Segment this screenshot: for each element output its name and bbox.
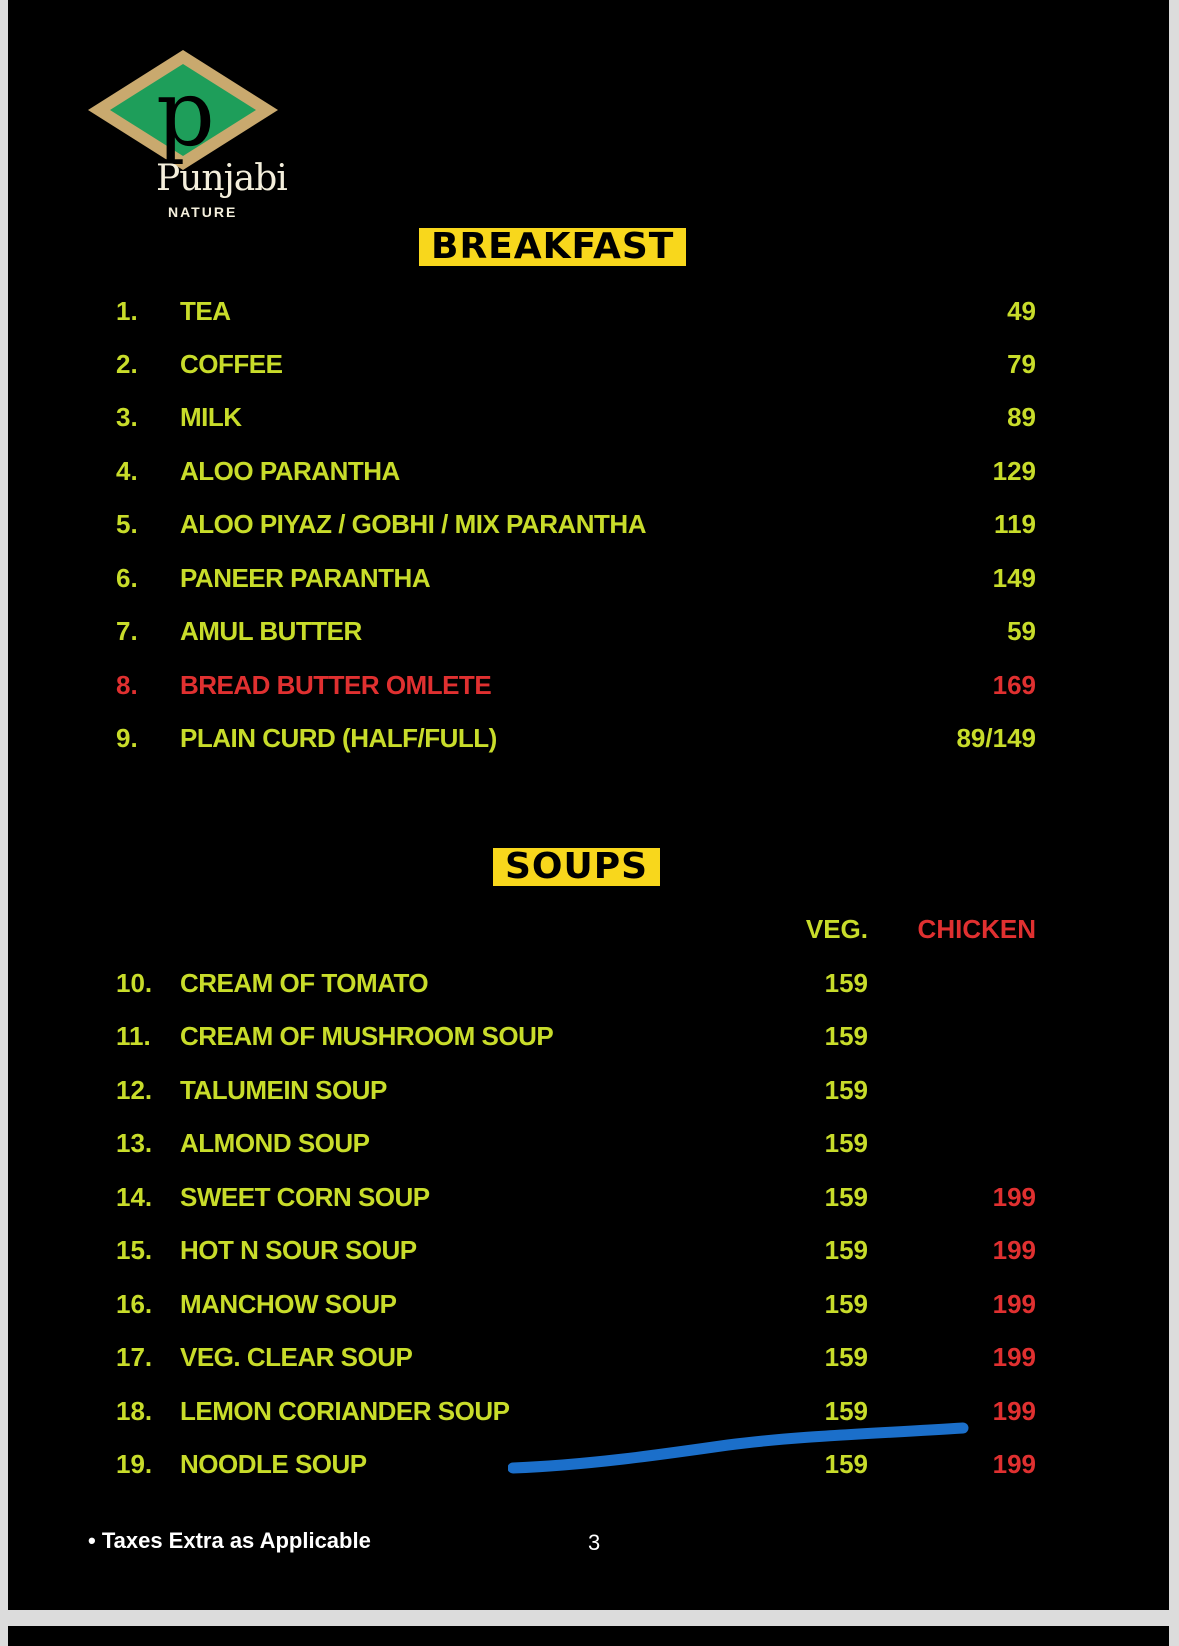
menu-item: [8, 349, 1169, 389]
item-price: 129: [992, 456, 1036, 486]
item-price-veg: 159: [824, 1289, 868, 1319]
item-price-chicken: 199: [992, 1342, 1036, 1372]
item-number: 12.: [116, 1075, 153, 1105]
item-number: 3.: [116, 402, 138, 432]
item-name: CREAM OF TOMATO: [180, 968, 429, 998]
item-price-veg: 159: [824, 968, 868, 998]
taxes-note: • Taxes Extra as Applicable: [88, 1528, 371, 1553]
item-number: 11.: [116, 1021, 151, 1051]
item-price: 59: [1007, 616, 1036, 646]
brand-tagline: NATURE: [168, 204, 238, 220]
item-price-veg: 159: [824, 1021, 868, 1051]
menu-item-highlighted: [8, 670, 1169, 710]
item-name: PLAIN CURD (HALF/FULL): [180, 723, 497, 753]
menu-item: [8, 296, 1169, 336]
menu-item: [8, 456, 1169, 496]
item-price-veg: 159: [824, 1235, 868, 1265]
item-number: 8.: [116, 670, 138, 700]
item-price: 89: [1007, 402, 1036, 432]
item-name: COFFEE: [180, 349, 283, 379]
item-price: 149: [992, 563, 1036, 593]
item-price-chicken: 199: [992, 1235, 1036, 1265]
menu-item: [8, 1021, 1169, 1061]
menu-item: [8, 1289, 1169, 1329]
menu-item: [8, 509, 1169, 549]
item-price-veg: 159: [824, 1128, 868, 1158]
item-number: 2.: [116, 349, 138, 379]
column-header-veg: VEG.: [805, 914, 868, 944]
item-number: 18.: [116, 1396, 153, 1426]
brand-name: Punjabi: [156, 158, 287, 199]
item-name: AMUL BUTTER: [180, 616, 362, 646]
item-price-veg: 159: [824, 1342, 868, 1372]
item-name: TEA: [180, 296, 231, 326]
item-price-chicken: 199: [992, 1182, 1036, 1212]
marker-scribble-icon: [508, 1420, 978, 1480]
item-number: 17.: [116, 1342, 153, 1372]
svg-text:p: p: [156, 60, 215, 167]
item-price-veg: 159: [824, 1396, 868, 1426]
item-price-chicken: 199: [992, 1289, 1036, 1319]
item-name: NOODLE SOUP: [180, 1449, 367, 1479]
item-number: 19.: [116, 1449, 153, 1479]
menu-item: [8, 1182, 1169, 1222]
item-name: LEMON CORIANDER SOUP: [180, 1396, 510, 1426]
item-name: MILK: [180, 402, 242, 432]
section-title-breakfast: BREAKFAST: [419, 228, 686, 266]
item-number: 16.: [116, 1289, 153, 1319]
item-number: 13.: [116, 1128, 153, 1158]
item-price-chicken: 199: [992, 1396, 1036, 1426]
item-name: PANEER PARANTHA: [180, 563, 431, 593]
menu-page: [8, 0, 1169, 1610]
item-price-veg: 159: [824, 1182, 868, 1212]
item-number: 5.: [116, 509, 138, 539]
item-number: 15.: [116, 1235, 153, 1265]
item-number: 1.: [116, 296, 138, 326]
menu-item: [8, 1075, 1169, 1115]
item-price: 79: [1007, 349, 1036, 379]
item-price-veg: 159: [824, 1075, 868, 1105]
item-name: SWEET CORN SOUP: [180, 1182, 430, 1212]
menu-item: [8, 723, 1169, 763]
item-price-chicken: 199: [992, 1449, 1036, 1479]
menu-item: [8, 616, 1169, 656]
item-number: 10.: [116, 968, 153, 998]
menu-item: [8, 1342, 1169, 1382]
page-number: 3: [588, 1530, 601, 1555]
item-name: VEG. CLEAR SOUP: [180, 1342, 413, 1372]
menu-item: [8, 402, 1169, 442]
item-number: 6.: [116, 563, 138, 593]
section-title-soups: SOUPS: [493, 848, 660, 886]
item-number: 4.: [116, 456, 138, 486]
item-price: 89/149: [956, 723, 1036, 753]
item-number: 14.: [116, 1182, 153, 1212]
item-name: ALOO PIYAZ / GOBHI / MIX PARANTHA: [180, 509, 646, 539]
menu-item: [8, 968, 1169, 1008]
item-price-veg: 159: [824, 1449, 868, 1479]
column-header-chicken: CHICKEN: [917, 914, 1036, 944]
menu-item: [8, 1235, 1169, 1275]
item-name: HOT N SOUR SOUP: [180, 1235, 417, 1265]
item-name: ALOO PARANTHA: [180, 456, 400, 486]
next-page-edge: [8, 1626, 1169, 1646]
soups-column-headers: [8, 914, 1169, 954]
item-price: 169: [992, 670, 1036, 700]
item-name: MANCHOW SOUP: [180, 1289, 397, 1319]
item-price: 49: [1007, 296, 1036, 326]
item-name: BREAD BUTTER OMLETE: [180, 670, 492, 700]
item-name: TALUMEIN SOUP: [180, 1075, 387, 1105]
item-name: CREAM OF MUSHROOM SOUP: [180, 1021, 554, 1051]
item-number: 7.: [116, 616, 138, 646]
item-number: 9.: [116, 723, 138, 753]
menu-item: [8, 1128, 1169, 1168]
menu-item: [8, 563, 1169, 603]
item-price: 119: [994, 509, 1036, 539]
item-name: ALMOND SOUP: [180, 1128, 370, 1158]
